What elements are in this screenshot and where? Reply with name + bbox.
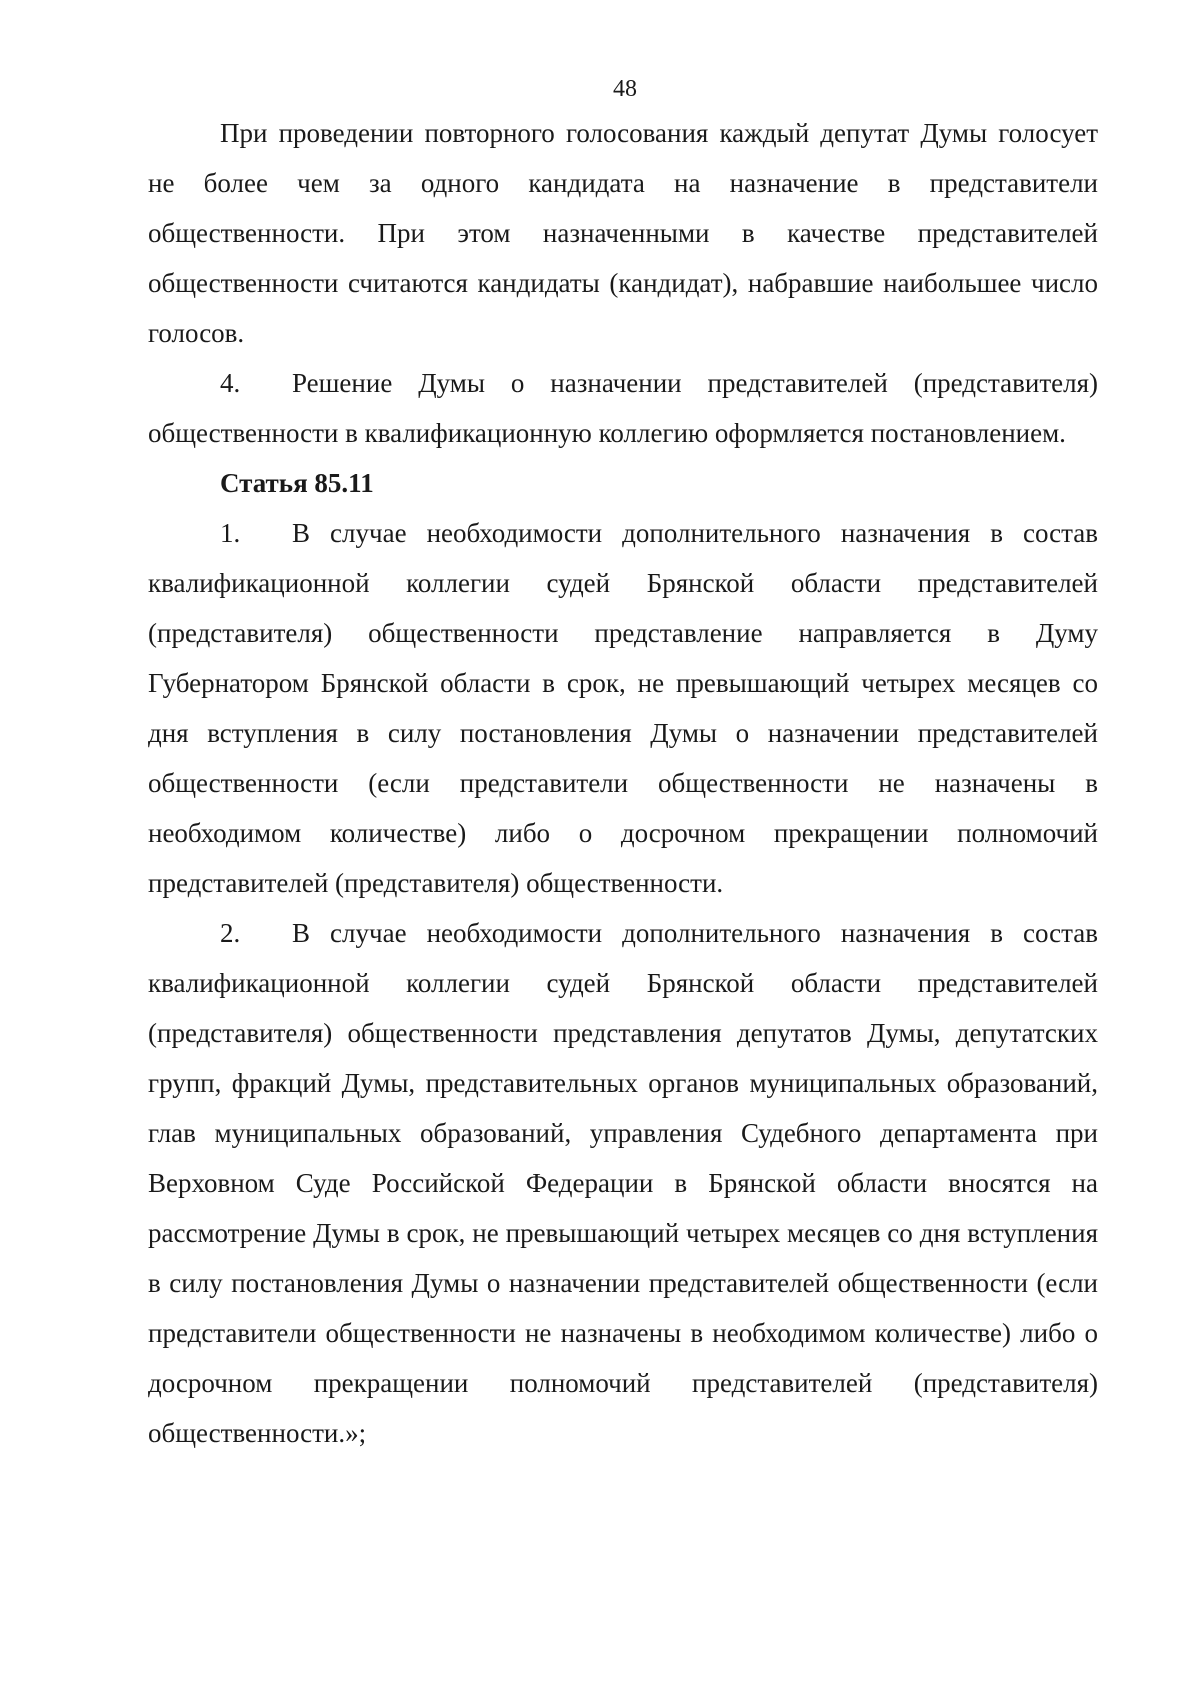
list-item-2: [148, 908, 1098, 1458]
list-item-number: 1.: [220, 518, 241, 548]
article-heading: Статья 85.11: [220, 468, 374, 498]
list-item-1: [148, 508, 1098, 908]
list-item-4: [148, 358, 1098, 458]
list-item-text: Решение Думы о назначении представителей (представителя) общественности в квалификационную коллегию оформляется постановлением.: [148, 368, 1098, 448]
list-item-number: 4.: [220, 368, 241, 398]
list-item-number: 2.: [220, 918, 241, 948]
paragraph-repeat-voting: При проведении повторного голосования каждый депутат Думы голосует не более чем за одного кандидата на назначение в представители общественности. При этом назначенными в качестве представителей общественности считаются кандидаты (кандидат), набравшие наибольшее число голосов.: [148, 118, 1098, 348]
document-body: [148, 108, 1098, 1458]
list-item-text: В случае необходимости дополнительного назначения в состав квалификационной коллегии судей Брянской области представителей (представителя) общественности представления депутатов Думы, депутатских групп, фракций Думы, представительных органов муниципальных образований, глав муниципальных образований, управления Судебного департамента при Верховном Суде Российской Федерации в Брянской области вносятся на рассмотрение Думы в срок, не превышающий четырех месяцев со дня вступления в силу постановления Думы о назначении представителей общественности (если представители общественности не назначены в необходимом количестве) либо о досрочном прекращении полномочий представителей (представителя) общественности.»;: [148, 918, 1098, 1448]
page-number: 48: [613, 76, 637, 102]
list-item-text: В случае необходимости дополнительного назначения в состав квалификационной коллегии судей Брянской области представителей (представителя) общественности представление направляется в Думу Губернатором Брянской области в срок, не превышающий четырех месяцев со дня вступления в силу постановления Думы о назначении представителей общественности (если представители общественности не назначены в необходимом количестве) либо о досрочном прекращении полномочий представителей (представителя) общественности.: [148, 518, 1098, 898]
